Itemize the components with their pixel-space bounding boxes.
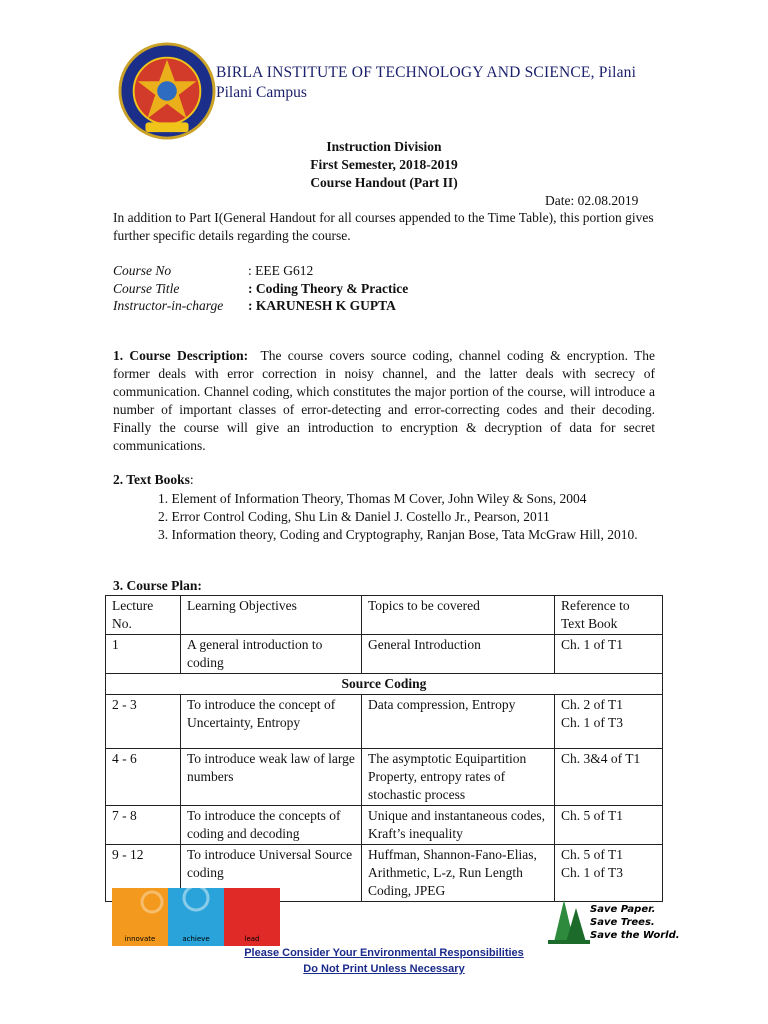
course-title-value: : Coding Theory & Practice (248, 281, 409, 296)
print-note: Do Not Print Unless Necessary (303, 963, 465, 975)
table-row (106, 635, 663, 674)
table-cell: Data compression, Entropy (362, 695, 555, 749)
save-line: Save Paper. (590, 904, 656, 915)
table-row (106, 806, 663, 845)
instruction-division: Instruction Division (326, 139, 442, 154)
intro-paragraph: In addition to Part I(General Handout for all courses appended to the Time Table), this portion gives further specific details regarding the course. (113, 210, 654, 243)
banner-word: lead (244, 935, 260, 943)
institute-logo (118, 42, 216, 140)
table-cell: 2 - 3 (106, 695, 181, 749)
instructor-value: : KARUNESH K GUPTA (248, 298, 396, 313)
bits-banner (112, 888, 280, 946)
banner-word: innovate (124, 935, 156, 943)
environment-note: Please Consider Your Environmental Responsibilities (244, 947, 524, 959)
header-cell: Topics to be covered (362, 596, 555, 635)
table-cell: Unique and instantaneous codes, Kraft’s inequality (362, 806, 555, 845)
course-plan-heading: 3. Course Plan: (113, 578, 202, 593)
description-heading: 1. Course Description: (113, 348, 249, 363)
section-row (106, 674, 663, 695)
table-row (106, 749, 663, 806)
table-cell: Ch. 5 of T1 (555, 806, 663, 845)
table-cell: Huffman, Shannon-Fano-Elias, Arithmetic, L-z, Run Length Coding, JPEG (362, 845, 555, 902)
institute-name: BIRLA INSTITUTE OF TECHNOLOGY AND SCIENCE, Pilani (216, 64, 637, 81)
table-cell: 1 (106, 635, 181, 674)
table-cell: General Introduction (362, 635, 555, 674)
book-item: 1. Element of Information Theory, Thomas M Cover, John Wiley & Sons, 2004 (158, 491, 587, 506)
instructor-label: Instructor-in-charge (113, 298, 224, 313)
course-no-value: : EEE G612 (248, 263, 314, 278)
header-cell: Reference to Text Book (555, 596, 663, 635)
save-trees-logo (544, 890, 680, 946)
campus-name: Pilani Campus (216, 84, 307, 101)
handout-title: Course Handout (Part II) (310, 175, 458, 190)
course-title-label: Course Title (113, 281, 180, 296)
table-cell: Ch. 5 of T1 Ch. 1 of T3 (555, 845, 663, 902)
course-plan-table (105, 595, 663, 902)
book-item: 2. Error Control Coding, Shu Lin & Daniel J. Costello Jr., Pearson, 2011 (158, 509, 550, 524)
header-cell: Learning Objectives (181, 596, 362, 635)
description-text: The course covers source coding, channel coding & encryption. The former deals with error correction in noisy channel, and the latter deals with secrecy of communication. Channel coding, which constitutes the major portion of the course, will introduce a number of important classes of error-detecting and error-correcting codes and their decoding. Finally the course will give an introduction to encryption & decryption of data for secret communications. (113, 348, 655, 453)
course-description (113, 347, 655, 455)
table-cell: 7 - 8 (106, 806, 181, 845)
table-cell: A general introduction to coding (181, 635, 362, 674)
table-cell: To introduce the concepts of coding and decoding (181, 806, 362, 845)
table-cell: To introduce Universal Source coding (181, 845, 362, 902)
course-no-label: Course No (113, 263, 172, 278)
save-line: Save Trees. (590, 917, 655, 928)
table-cell: To introduce the concept of Uncertainty, Entropy (181, 695, 362, 749)
save-line: Save the World. (590, 930, 680, 941)
table-cell: Ch. 2 of T1 Ch. 1 of T3 (555, 695, 663, 749)
banner-word: achieve (182, 935, 210, 943)
book-item: 3. Information theory, Coding and Cryptography, Ranjan Bose, Tata McGraw Hill, 2010. (158, 527, 638, 542)
table-cell: Ch. 3&4 of T1 (555, 749, 663, 806)
table-cell: To introduce weak law of large numbers (181, 749, 362, 806)
text-books-heading: 2. Text Books: (113, 472, 194, 487)
table-cell: 9 - 12 (106, 845, 181, 902)
table-cell: 4 - 6 (106, 749, 181, 806)
table-cell: The asymptotic Equipartition Property, entropy rates of stochastic process (362, 749, 555, 806)
table-row (106, 695, 663, 749)
semester: First Semester, 2018-2019 (310, 157, 458, 172)
header-cell: Lecture No. (106, 596, 181, 635)
handout-date: Date: 02.08.2019 (545, 193, 639, 208)
table-header-row (106, 596, 663, 635)
section-title: Source Coding (106, 674, 663, 695)
table-cell: Ch. 1 of T1 (555, 635, 663, 674)
